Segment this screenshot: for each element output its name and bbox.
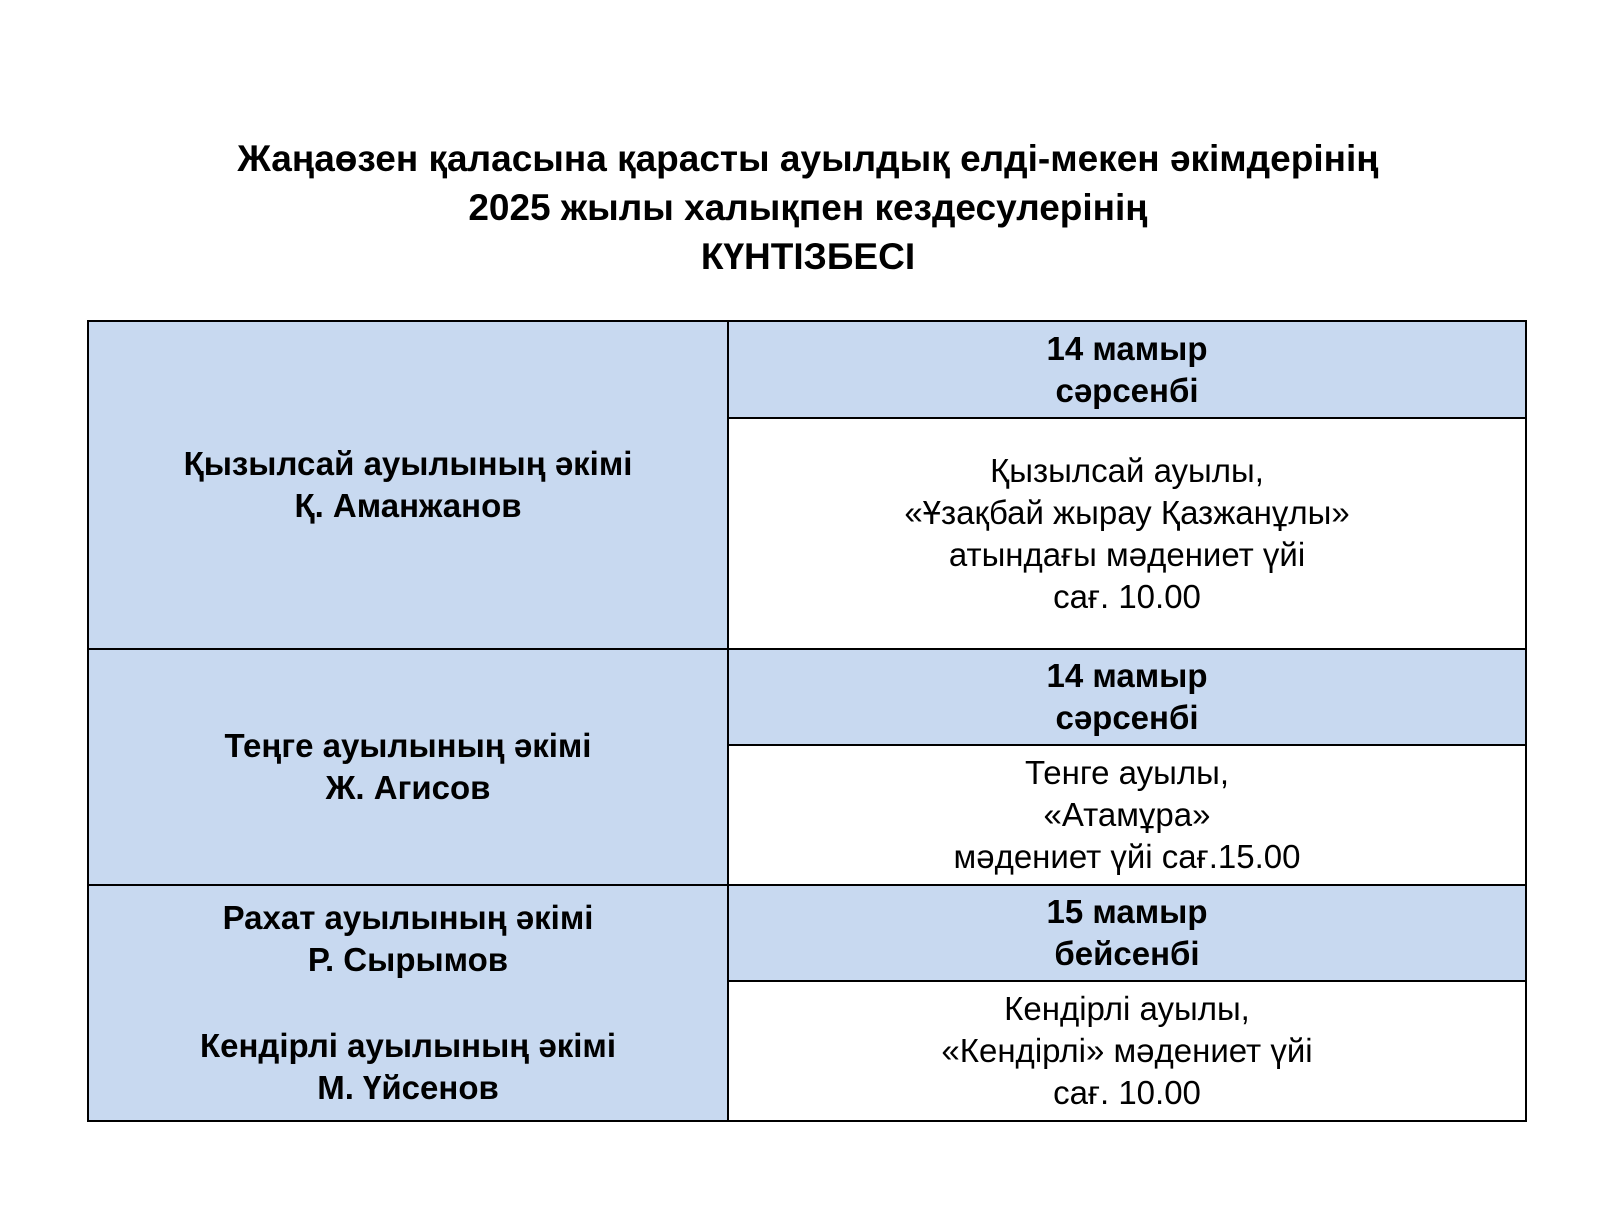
table-row — [88, 885, 1526, 981]
venue-line: «Ұзақбай жырау Қазжанұлы» — [904, 493, 1350, 531]
official-name: М. Үйсенов — [317, 1069, 499, 1106]
date-cell — [728, 649, 1526, 745]
official-cell — [88, 885, 728, 1121]
meeting-time: сағ. 10.00 — [1053, 577, 1201, 615]
venue-line: мәдениет үйі сағ.15.00 — [953, 838, 1301, 875]
official-position: Қызылсай ауылының әкімі — [183, 445, 633, 482]
venue-line: «Атамұра» — [1043, 796, 1211, 833]
official-cell — [88, 321, 728, 649]
spacer — [89, 981, 727, 1025]
venue-line: атындағы мәдениет үйі — [948, 535, 1306, 573]
official-name: Р. Сырымов — [307, 941, 509, 978]
meeting-date: 15 мамыр — [1046, 893, 1208, 930]
venue-line: «Кендірлі» мәдениет үйі — [941, 1032, 1313, 1069]
schedule-table — [87, 320, 1527, 1122]
meeting-weekday: сәрсенбі — [1055, 699, 1199, 736]
venue-cell — [728, 418, 1526, 649]
meeting-weekday: бейсенбі — [1054, 935, 1200, 972]
table-row — [88, 321, 1526, 418]
table-row — [88, 649, 1526, 745]
official-position: Кендірлі ауылының әкімі — [199, 1027, 617, 1064]
title-line-3: КҮНТІЗБЕСІ — [700, 236, 916, 277]
date-cell — [728, 321, 1526, 418]
official-name: Қ. Аманжанов — [294, 487, 522, 524]
title-line-1: Жаңаөзен қаласына қарасты ауылдық елді-мекен әкімдерінің — [237, 138, 1379, 179]
title-line-2: 2025 жылы халықпен кездесулерінің — [468, 187, 1148, 228]
official-position: Рахат ауылының әкімі — [222, 899, 594, 936]
date-cell — [728, 885, 1526, 981]
document-title — [0, 134, 1600, 281]
meeting-time: сағ. 10.00 — [1053, 1074, 1201, 1111]
venue-cell — [728, 745, 1526, 885]
official-cell — [88, 649, 728, 885]
official-position: Теңге ауылының әкімі — [224, 727, 592, 764]
meeting-date: 14 мамыр — [1046, 657, 1208, 694]
venue-line: Қызылсай ауылы, — [990, 451, 1264, 489]
meeting-weekday: сәрсенбі — [1055, 371, 1199, 409]
meeting-date: 14 мамыр — [1046, 329, 1208, 367]
venue-cell — [728, 981, 1526, 1121]
venue-line: Тенге ауылы, — [1024, 754, 1230, 791]
official-name: Ж. Агисов — [325, 769, 491, 806]
venue-line: Кендірлі ауылы, — [1004, 990, 1250, 1027]
